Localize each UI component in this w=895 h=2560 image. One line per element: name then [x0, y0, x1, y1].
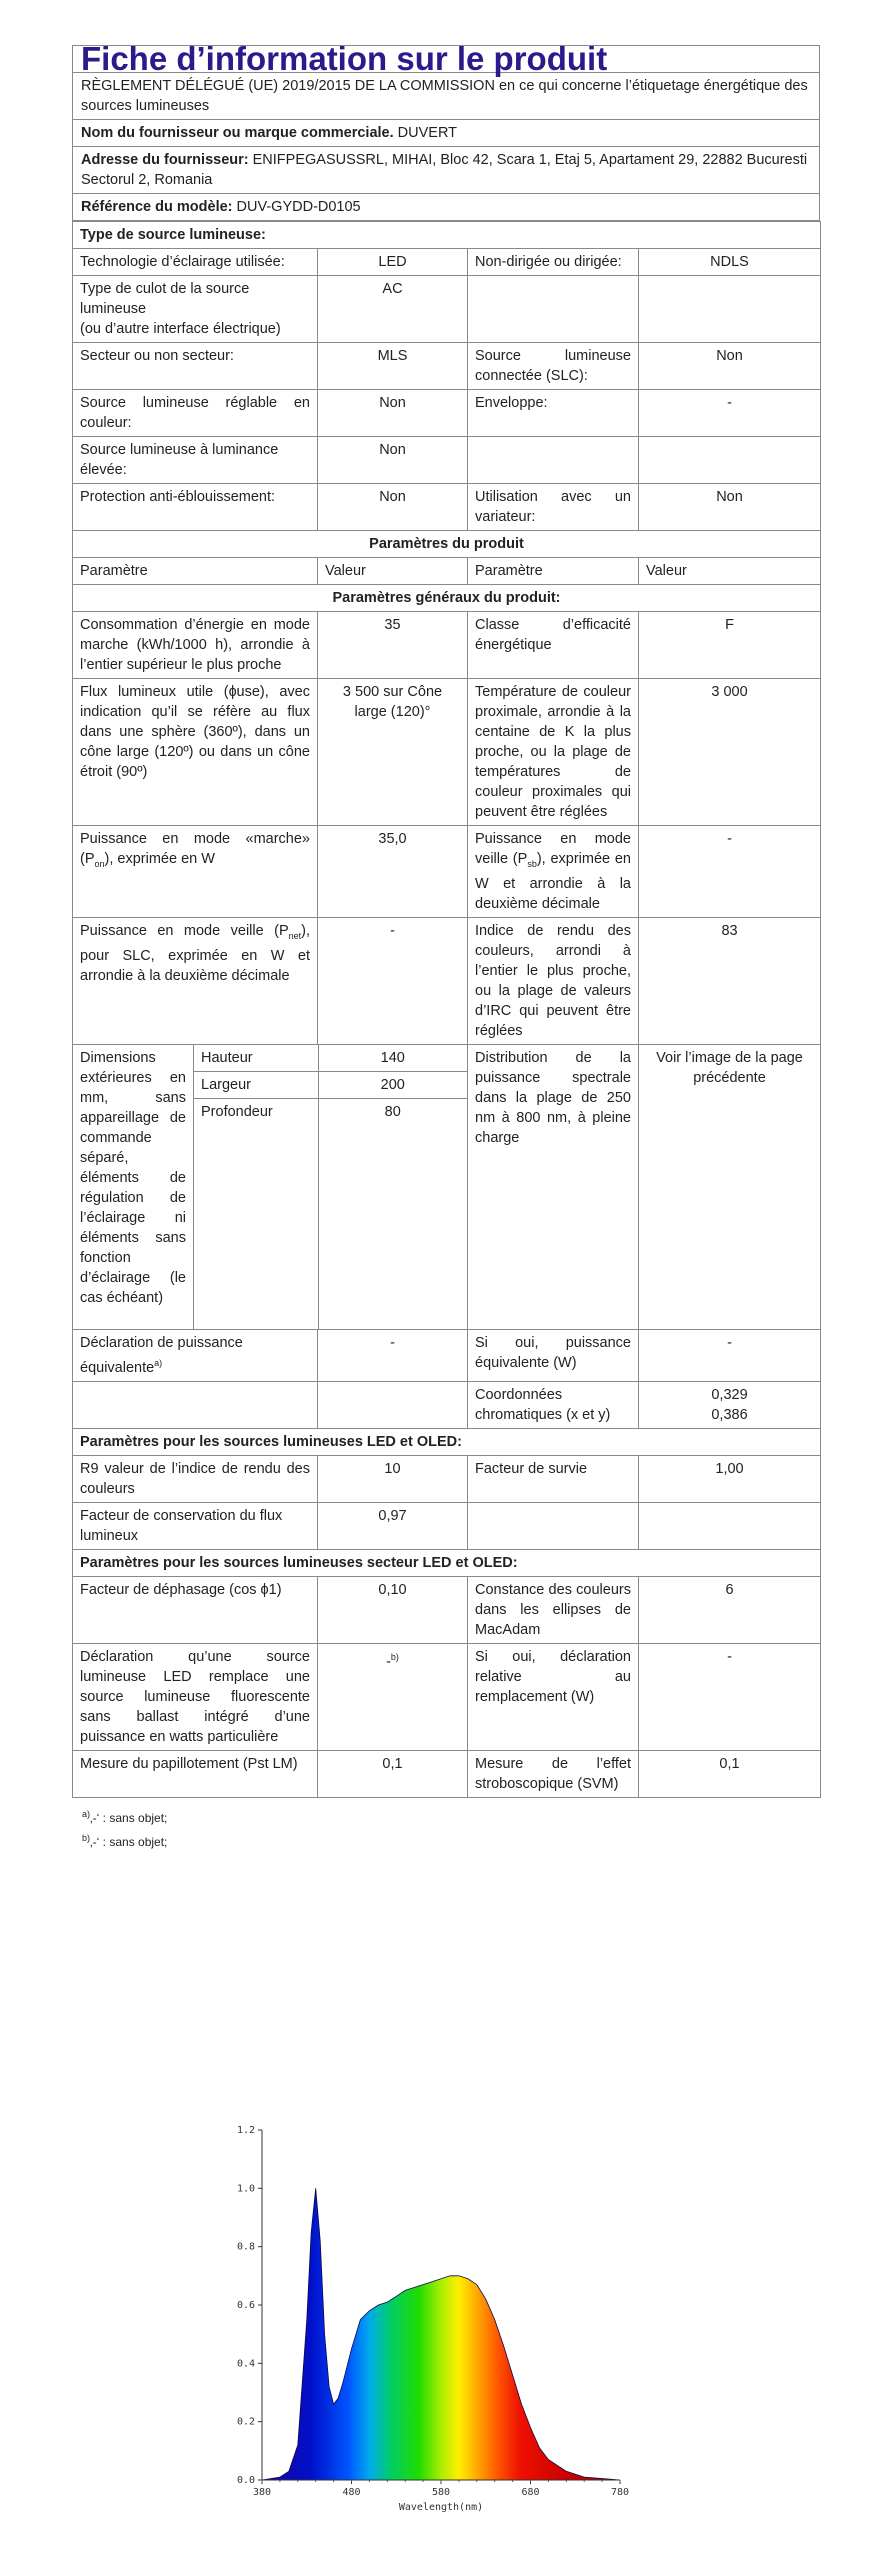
spectrum-area: [262, 2188, 620, 2480]
empty-cell: [468, 276, 639, 343]
model-row: [73, 194, 819, 220]
dimmer-label: Utilisation avec un variateur:: [468, 484, 639, 531]
equivalent-power-value: -: [318, 1329, 468, 1381]
dimensions-label: Dimensions extérieures en mm, sans appareillage de commande séparé, éléments de régulation de l’éclairage ni éléments sans fonction d’éclairage (le cas échéant): [73, 1044, 194, 1329]
connected-value: Non: [639, 343, 821, 390]
x-tick-label: 780: [610, 2487, 630, 2498]
y-tick-label: 1.0: [236, 2183, 255, 2195]
cap-type-value: AC: [318, 276, 468, 343]
equivalent-power-w-label: Si oui, puissance équivalente (W): [468, 1329, 639, 1381]
spectral-distribution-value: Voir l’image de la page précédente: [639, 1044, 821, 1329]
type-section-title: Type de source lumineuse:: [73, 222, 821, 249]
header-frame: [72, 40, 820, 221]
technology-label: Technologie d’éclairage utilisée:: [73, 249, 318, 276]
efficiency-class-value: F: [639, 612, 821, 679]
address-row: [73, 147, 819, 194]
width-value: 200: [318, 1071, 467, 1098]
stroboscopic-label: Mesure de l’effet stroboscopique (SVM): [468, 1750, 639, 1797]
height-value: 140: [318, 1045, 467, 1072]
empty-cell: [639, 437, 821, 484]
directional-value: NDLS: [639, 249, 821, 276]
height-label: Hauteur: [194, 1045, 318, 1072]
chromaticity-value: 0,329 0,386: [639, 1381, 821, 1428]
empty-cell: [468, 1502, 639, 1549]
x-tick-label: 680: [521, 2487, 540, 2498]
high-luminance-value: Non: [318, 437, 468, 484]
x-tick-label: 580: [431, 2487, 451, 2498]
lumen-maintenance-value: 0,97: [318, 1502, 468, 1549]
product-information-sheet: [72, 40, 820, 1852]
y-tick-label: 0.6: [236, 2300, 255, 2311]
empty-cell: [318, 1381, 468, 1428]
on-mode-power-value: 35,0: [318, 826, 468, 918]
header-value: Valeur: [318, 558, 468, 585]
empty-cell: [639, 1502, 821, 1549]
envelope-label: Enveloppe:: [468, 390, 639, 437]
flicker-label: Mesure du papillotement (Pst LM): [73, 1750, 318, 1797]
depth-value: 80: [318, 1098, 467, 1329]
anti-glare-value: Non: [318, 484, 468, 531]
params-section-title: Paramètres du produit: [73, 531, 821, 558]
flicker-value: 0,1: [318, 1750, 468, 1797]
lumen-maintenance-label: Facteur de conservation du flux lumineux: [73, 1502, 318, 1549]
cri-value: 83: [639, 917, 821, 1044]
envelope-value: -: [639, 390, 821, 437]
standby-power-label: Puissance en mode veille $(P_{sb})$, exprimée en W et arrondie à la deuxième décimale: [468, 826, 639, 918]
networked-standby-value: -: [318, 917, 468, 1044]
equivalent-power-label: Déclaration de puissance équivalente$^{a)}$: [73, 1329, 318, 1381]
supplier-label: Nom du fournisseur ou marque commerciale.: [81, 125, 394, 141]
connected-label: Source lumineuse connectée (SLC):: [468, 343, 639, 390]
footnotes: [72, 1804, 820, 1852]
led-section-title: Paramètres pour les sources lumineuses LED et OLED:: [73, 1428, 821, 1455]
address-value: ENIFPEGASUSSRL, MIHAI, Bloc 42, Scara 1, Etaj 5, Apartament 29, 22882 Bucuresti Sectorul 2, Romania: [81, 152, 808, 188]
replacement-w-value: -: [639, 1643, 821, 1750]
colour-temperature-label: Température de couleur proximale, arrondie à la centaine de K la plus proche, ou la plage de températures de couleur proximales qui peuvent être réglées: [468, 679, 639, 826]
spectral-distribution-label: Distribution de la puissance spectrale dans la plage de 250 nm à 800 nm, à pleine charge: [468, 1044, 639, 1329]
survival-factor-label: Facteur de survie: [468, 1455, 639, 1502]
x-tick-label: 480: [342, 2487, 361, 2498]
chromaticity-label: Coordonnées chromatiques (x et y): [468, 1381, 639, 1428]
colour-consistency-value: 6: [639, 1576, 821, 1643]
supplier-row: [73, 120, 819, 147]
depth-label: Profondeur: [194, 1098, 318, 1329]
x-axis-label: Wavelength(nm): [398, 2502, 484, 2513]
empty-cell: [639, 276, 821, 343]
networked-standby-label: Puissance en mode veille $(P_{net})$, pour SLC, exprimée en W et arrondie à la deuxième décimale: [73, 917, 318, 1044]
empty-cell: [468, 437, 639, 484]
displacement-factor-label: Facteur de déphasage (cos ϕ1): [73, 1576, 318, 1643]
general-section-title: Paramètres généraux du produit:: [73, 585, 821, 612]
y-tick-label: 0.8: [236, 2241, 255, 2253]
high-luminance-label: Source lumineuse à luminance élevée:: [73, 437, 318, 484]
cri-label: Indice de rendu des couleurs, arrondi à l’entier le plus proche, ou la plage de valeurs d’IRC qui peuvent être réglées: [468, 917, 639, 1044]
x-tick-label: 380: [252, 2487, 272, 2498]
dimensions-subtable: [194, 1045, 467, 1329]
energy-consumption-label: Consommation d’énergie en mode marche (kWh/1000 h), arrondie à l’entier supérieur le plus proche: [73, 612, 318, 679]
standby-power-value: -: [639, 826, 821, 918]
model-value: DUV-GYDD-D0105: [236, 199, 361, 215]
footnote-a: $^{a)}$‚-‘ : sans objet;: [82, 1808, 168, 1825]
mains-label: Secteur ou non secteur:: [73, 343, 318, 390]
luminous-flux-label: Flux lumineux utile (ɸuse), avec indication qu’il se réfère au flux dans une sphère (360º), dans un cône large (120º) ou dans un cône étroit (90º): [73, 679, 318, 826]
displacement-factor-value: 0,10: [318, 1576, 468, 1643]
empty-cell: [73, 1381, 318, 1428]
technology-value: LED: [318, 249, 468, 276]
r9-label: R9 valeur de l’indice de rendu des couleurs: [73, 1455, 318, 1502]
luminous-flux-value: 3 500 sur Cône large (120)°: [318, 679, 468, 826]
mains-value: MLS: [318, 343, 468, 390]
dimensions-values: [194, 1044, 468, 1329]
y-tick-label: 0.2: [236, 2416, 255, 2428]
dimmer-value: Non: [639, 484, 821, 531]
colour-temperature-value: 3 000: [639, 679, 821, 826]
replacement-w-label: Si oui, déclaration relative au remplacement (W): [468, 1643, 639, 1750]
colour-consistency-label: Constance des couleurs dans les ellipses de MacAdam: [468, 1576, 639, 1643]
page-title: Fiche d’information sur le produit: [73, 46, 819, 73]
directional-label: Non-dirigée ou dirigée:: [468, 249, 639, 276]
replacement-claim-value: -$^{b)}$: [318, 1643, 468, 1750]
anti-glare-label: Protection anti-éblouissement:: [73, 484, 318, 531]
y-tick-label: 0.0: [236, 2475, 255, 2486]
y-tick-label: 1.2: [236, 2125, 255, 2136]
replacement-claim-label: Déclaration qu’une source lumineuse LED remplace une source lumineuse fluorescente sans ballast intégré d’une puissance en watts particulière: [73, 1643, 318, 1750]
specs-table: [72, 221, 821, 1798]
header-value: Valeur: [639, 558, 821, 585]
y-tick-label: 0.4: [236, 2358, 255, 2370]
colour-tunable-label: Source lumineuse réglable en couleur:: [73, 390, 318, 437]
model-label: Référence du modèle:: [81, 199, 233, 215]
header-param: Paramètre: [468, 558, 639, 585]
colour-tunable-value: Non: [318, 390, 468, 437]
survival-factor-value: 1,00: [639, 1455, 821, 1502]
equivalent-power-w-value: -: [639, 1329, 821, 1381]
cap-type-label: Type de culot de la source lumineuse (ou d’autre interface électrique): [73, 276, 318, 343]
header-param: Paramètre: [73, 558, 318, 585]
supplier-value: DUVERT: [397, 125, 458, 141]
width-label: Largeur: [194, 1071, 318, 1098]
spectral-power-chart: [0, 2110, 895, 2540]
r9-value: 10: [318, 1455, 468, 1502]
stroboscopic-value: 0,1: [639, 1750, 821, 1797]
mains-section-title: Paramètres pour les sources lumineuses secteur LED et OLED:: [73, 1549, 821, 1576]
address-label: Adresse du fournisseur:: [81, 152, 249, 168]
on-mode-power-label: Puissance en mode «marche» $(P_{on})$, exprimée en W: [73, 826, 318, 918]
footnote-b: $^{b)}$‚-‘ : sans objet;: [82, 1832, 168, 1849]
energy-consumption-value: 35: [318, 612, 468, 679]
regulation-text: RÈGLEMENT DÉLÉGUÉ (UE) 2019/2015 DE LA COMMISSION en ce qui concerne l’étiquetage énergétique des sources lumineuses: [73, 73, 819, 120]
efficiency-class-label: Classe d’efficacité énergétique: [468, 612, 639, 679]
